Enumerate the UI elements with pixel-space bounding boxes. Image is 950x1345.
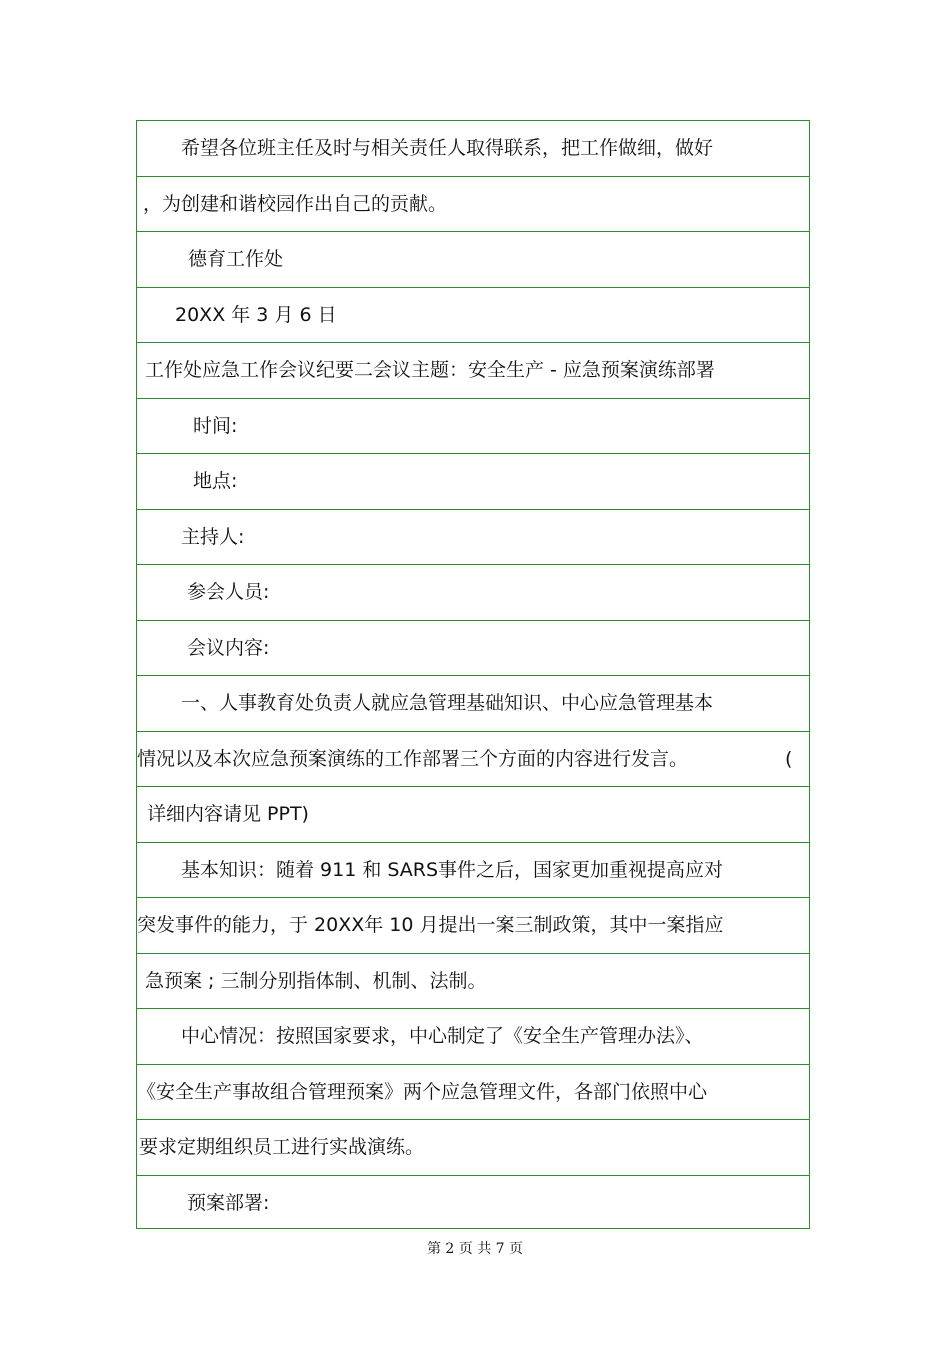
paragraph-text: 情况以及本次应急预案演练的工作部署三个方面的内容进行发言。	[137, 747, 689, 770]
table-row	[137, 343, 809, 399]
paragraph-text: 《安全生产事故组合管理预案》两个应急管理文件，各部门依照中心	[137, 1080, 708, 1103]
table-row	[137, 177, 809, 233]
table-row	[137, 121, 809, 177]
table-row	[137, 787, 809, 843]
table-row	[137, 732, 809, 788]
signature-date: 20XX 年 3 月 6 日	[175, 303, 337, 326]
table-row	[137, 843, 809, 899]
paragraph-text: 突发事件的能力，于 20XX年 10 月提出一案三制政策，其中一案指应	[137, 914, 724, 937]
signature-department: 德育工作处	[188, 248, 284, 271]
table-row	[137, 1176, 809, 1232]
table-row	[137, 232, 809, 288]
table-row	[137, 954, 809, 1010]
table-row	[137, 510, 809, 566]
table-row	[137, 1065, 809, 1121]
paren-open: (	[785, 747, 793, 770]
document-table	[136, 120, 810, 1229]
paragraph-text: 希望各位班主任及时与相关责任人取得联系，把工作做细，做好	[181, 137, 714, 160]
meeting-heading: 工作处应急工作会议纪要二会议主题：安全生产 - 应急预案演练部署	[145, 359, 715, 382]
table-row	[137, 621, 809, 677]
paragraph-text: 基本知识：随着 911 和 SARS事件之后，国家更加重视提高应对	[181, 858, 724, 881]
table-row	[137, 399, 809, 455]
table-row	[137, 288, 809, 344]
table-row	[137, 898, 809, 954]
meeting-host-label: 主持人:	[181, 525, 245, 548]
table-row	[137, 1009, 809, 1065]
table-row	[137, 454, 809, 510]
meeting-content-label: 会议内容:	[187, 636, 270, 659]
paragraph-text: 一、人事教育处负责人就应急管理基础知识、中心应急管理基本	[181, 692, 714, 715]
meeting-place-label: 地点:	[193, 470, 238, 493]
meeting-time-label: 时间:	[193, 414, 238, 437]
paragraph-text: 中心情况：按照国家要求，中心制定了《安全生产管理办法》、	[181, 1025, 704, 1048]
paragraph-text: ，为创建和谐校园作出自己的贡献。	[143, 192, 448, 215]
table-row	[137, 676, 809, 732]
table-row	[137, 565, 809, 621]
page-number: 第 2 页 共 7 页	[426, 1241, 524, 1257]
meeting-attendees-label: 参会人员:	[187, 581, 270, 604]
table-row	[137, 1120, 809, 1176]
paragraph-text: 急预案 ; 三制分别指体制、机制、法制。	[145, 969, 487, 992]
paragraph-text: 要求定期组织员工进行实战演练。	[139, 1136, 425, 1159]
deployment-label: 预案部署:	[187, 1192, 270, 1215]
paragraph-text: 详细内容请见 PPT)	[147, 803, 309, 826]
